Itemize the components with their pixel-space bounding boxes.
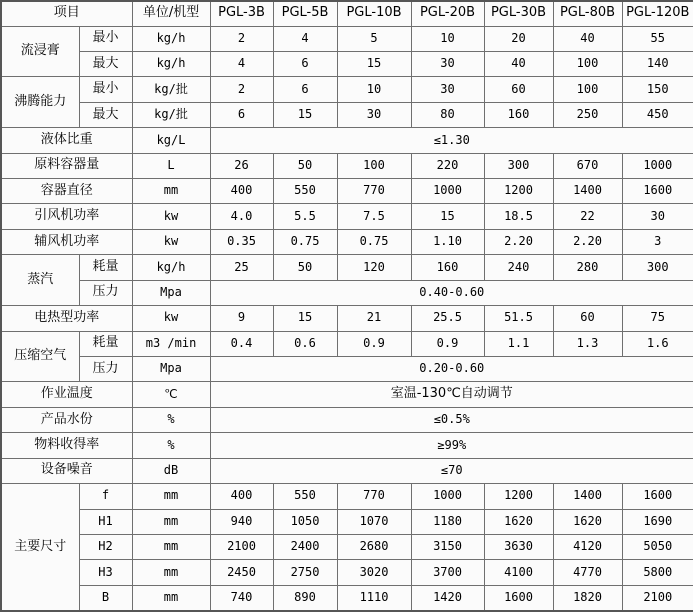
value-cell: 1600 [622,179,693,204]
value-cell: 5 [337,26,411,51]
value-cell: 3 [622,229,693,254]
value-cell: 1050 [273,509,337,534]
value-cell: 280 [553,255,622,280]
unit-cell: mm [132,560,210,585]
table-row [1,128,693,153]
unit-cell: mm [132,534,210,559]
value-cell: 60 [484,77,553,102]
value-cell: 15 [273,306,337,331]
sub-label: 最小 [79,26,132,51]
value-cell: 400 [210,484,273,509]
unit-cell: kw [132,204,210,229]
header-model-pgl-120b: PGL-120B [622,1,693,26]
value-cell: 4120 [553,534,622,559]
header-model-pgl-10b: PGL-10B [337,1,411,26]
sub-label: 压力 [79,356,132,381]
sub-label: 耗量 [79,331,132,356]
sub-label-h2: H2 [79,534,132,559]
value-cell: 1200 [484,179,553,204]
value-cell: 5.5 [273,204,337,229]
value-cell: 22 [553,204,622,229]
value-cell: 1620 [484,509,553,534]
unit-cell: m3 /min [132,331,210,356]
table-row [1,433,693,458]
value-cell: 0.75 [273,229,337,254]
value-cell: 1.3 [553,331,622,356]
value-cell: 550 [273,484,337,509]
value-cell: 890 [273,585,337,611]
value-cell: 2680 [337,534,411,559]
value-cell: 0.4 [210,331,273,356]
header-model-pgl-80b: PGL-80B [553,1,622,26]
table-row [1,407,693,432]
value-cell: 75 [622,306,693,331]
header-model-pgl-30b: PGL-30B [484,1,553,26]
group-label-fluid-extract: 流浸膏 [1,26,79,77]
table-row [1,585,693,611]
table-row [1,484,693,509]
value-cell: 1180 [411,509,484,534]
value-cell: 3630 [484,534,553,559]
value-cell: 1000 [411,484,484,509]
value-cell: 30 [411,51,484,76]
table-row [1,280,693,305]
value-cell: 1000 [411,179,484,204]
value-cell: 100 [553,51,622,76]
table-row [1,306,693,331]
value-cell: 7.5 [337,204,411,229]
value-cell: 1600 [484,585,553,611]
header-model-pgl-3b: PGL-3B [210,1,273,26]
unit-cell: Mpa [132,356,210,381]
value-cell: 18.5 [484,204,553,229]
sub-label-h3: H3 [79,560,132,585]
group-label-main-dimensions: 主要尺寸 [1,484,79,611]
value-cell: 940 [210,509,273,534]
value-cell: 40 [484,51,553,76]
value-cell: 770 [337,484,411,509]
unit-cell: Mpa [132,280,210,305]
value-cell: 450 [622,102,693,127]
value-cell: 120 [337,255,411,280]
value-cell: 4.0 [210,204,273,229]
row-label-equipment-noise: 设备噪音 [1,458,132,483]
value-cell: 2450 [210,560,273,585]
value-cell: 21 [337,306,411,331]
span-value-cell: 室温-130℃自动调节 [210,382,693,407]
value-cell: 10 [337,77,411,102]
value-cell: 4770 [553,560,622,585]
value-cell: 9 [210,306,273,331]
span-value-cell: 0.20-0.60 [210,356,693,381]
value-cell: 100 [553,77,622,102]
value-cell: 3020 [337,560,411,585]
value-cell: 1400 [553,484,622,509]
table-row [1,331,693,356]
value-cell: 1420 [411,585,484,611]
value-cell: 1200 [484,484,553,509]
value-cell: 1070 [337,509,411,534]
value-cell: 300 [484,153,553,178]
value-cell: 1620 [553,509,622,534]
value-cell: 0.9 [337,331,411,356]
table-row [1,153,693,178]
value-cell: 50 [273,255,337,280]
span-value-cell: ≤0.5% [210,407,693,432]
value-cell: 50 [273,153,337,178]
value-cell: 3150 [411,534,484,559]
value-cell: 160 [411,255,484,280]
value-cell: 6 [273,51,337,76]
table-row [1,509,693,534]
unit-cell: mm [132,509,210,534]
unit-cell: kg/h [132,51,210,76]
value-cell: 55 [622,26,693,51]
row-label-material-yield: 物料收得率 [1,433,132,458]
value-cell: 160 [484,102,553,127]
value-cell: 240 [484,255,553,280]
sub-label-h1: H1 [79,509,132,534]
span-value-cell: 0.40-0.60 [210,280,693,305]
value-cell: 30 [622,204,693,229]
value-cell: 2 [210,26,273,51]
row-label-aux-fan-power: 辅风机功率 [1,229,132,254]
value-cell: 550 [273,179,337,204]
value-cell: 4 [273,26,337,51]
unit-cell: kg/h [132,255,210,280]
value-cell: 2 [210,77,273,102]
value-cell: 80 [411,102,484,127]
value-cell: 10 [411,26,484,51]
value-cell: 1.10 [411,229,484,254]
sub-label-diameter: f [79,484,132,509]
unit-cell: % [132,407,210,432]
table-row [1,534,693,559]
value-cell: 2.20 [484,229,553,254]
unit-cell: mm [132,585,210,611]
unit-cell: % [132,433,210,458]
value-cell: 1600 [622,484,693,509]
value-cell: 1.6 [622,331,693,356]
row-label-liquid-gravity: 液体比重 [1,128,132,153]
unit-cell: kg/h [132,26,210,51]
unit-cell: mm [132,484,210,509]
value-cell: 1000 [622,153,693,178]
value-cell: 400 [210,179,273,204]
unit-cell: L [132,153,210,178]
value-cell: 20 [484,26,553,51]
value-cell: 1690 [622,509,693,534]
span-value-cell: ≤70 [210,458,693,483]
unit-cell: mm [132,179,210,204]
unit-cell: kg/批 [132,77,210,102]
table-row [1,356,693,381]
table-row [1,458,693,483]
header-row [1,1,693,26]
value-cell: 5800 [622,560,693,585]
table-row [1,77,693,102]
value-cell: 140 [622,51,693,76]
value-cell: 150 [622,77,693,102]
unit-cell: kw [132,306,210,331]
table-row [1,102,693,127]
value-cell: 220 [411,153,484,178]
header-model-pgl-20b: PGL-20B [411,1,484,26]
value-cell: 770 [337,179,411,204]
value-cell: 1820 [553,585,622,611]
group-label-steam: 蒸汽 [1,255,79,306]
table-row [1,255,693,280]
value-cell: 0.6 [273,331,337,356]
value-cell: 40 [553,26,622,51]
unit-cell: kg/L [132,128,210,153]
value-cell: 1110 [337,585,411,611]
row-label-working-temperature: 作业温度 [1,382,132,407]
value-cell: 60 [553,306,622,331]
header-model-pgl-5b: PGL-5B [273,1,337,26]
value-cell: 2100 [622,585,693,611]
table-row [1,26,693,51]
value-cell: 25 [210,255,273,280]
row-label-draft-fan-power: 引风机功率 [1,204,132,229]
sub-label: 最大 [79,102,132,127]
value-cell: 3700 [411,560,484,585]
value-cell: 250 [553,102,622,127]
value-cell: 1400 [553,179,622,204]
span-value-cell: ≤1.30 [210,128,693,153]
unit-cell: kg/批 [132,102,210,127]
value-cell: 6 [210,102,273,127]
sub-label-b: B [79,585,132,611]
value-cell: 5050 [622,534,693,559]
sub-label: 最大 [79,51,132,76]
value-cell: 740 [210,585,273,611]
unit-cell: kw [132,229,210,254]
table-row [1,229,693,254]
table-row [1,179,693,204]
group-label-boiling-capacity: 沸腾能力 [1,77,79,128]
value-cell: 30 [411,77,484,102]
value-cell: 0.9 [411,331,484,356]
value-cell: 25.5 [411,306,484,331]
table-row [1,382,693,407]
value-cell: 2400 [273,534,337,559]
value-cell: 670 [553,153,622,178]
value-cell: 1.1 [484,331,553,356]
value-cell: 26 [210,153,273,178]
value-cell: 6 [273,77,337,102]
sub-label: 最小 [79,77,132,102]
sub-label: 压力 [79,280,132,305]
value-cell: 2100 [210,534,273,559]
value-cell: 15 [337,51,411,76]
sub-label: 耗量 [79,255,132,280]
value-cell: 0.35 [210,229,273,254]
group-label-compressed-air: 压缩空气 [1,331,79,382]
value-cell: 15 [411,204,484,229]
row-label-container-volume: 原料容器量 [1,153,132,178]
row-label-electric-heating-power: 电热型功率 [1,306,132,331]
value-cell: 51.5 [484,306,553,331]
value-cell: 300 [622,255,693,280]
table-row [1,51,693,76]
value-cell: 2.20 [553,229,622,254]
header-unit-model: 单位/机型 [132,1,210,26]
unit-cell: ℃ [132,382,210,407]
header-item: 项目 [1,1,132,26]
value-cell: 15 [273,102,337,127]
unit-cell: dB [132,458,210,483]
value-cell: 100 [337,153,411,178]
value-cell: 2750 [273,560,337,585]
span-value-cell: ≥99% [210,433,693,458]
row-label-product-moisture: 产品水份 [1,407,132,432]
table-row [1,560,693,585]
row-label-container-diameter: 容器直径 [1,179,132,204]
value-cell: 4100 [484,560,553,585]
table-row [1,204,693,229]
value-cell: 30 [337,102,411,127]
value-cell: 4 [210,51,273,76]
value-cell: 0.75 [337,229,411,254]
